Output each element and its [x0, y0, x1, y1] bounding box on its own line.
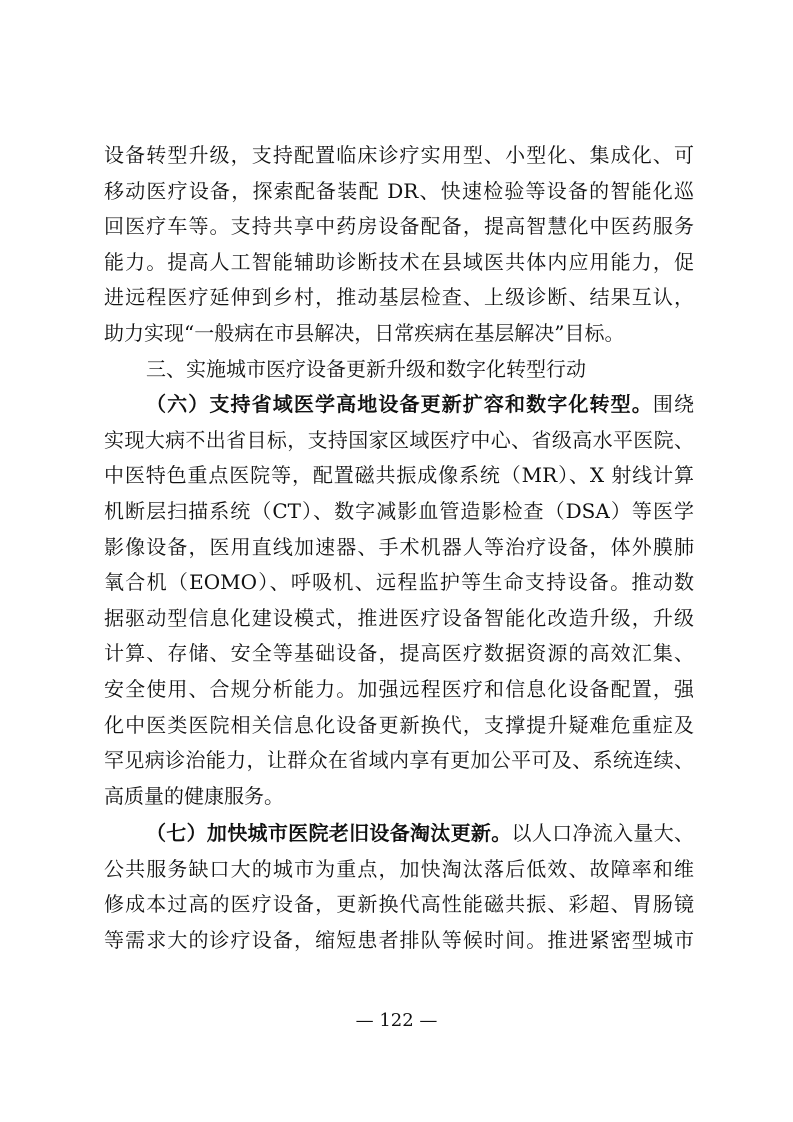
text-line: 实现大病不出省目标，支持国家区域医疗中心、省级高水平医院、	[104, 427, 694, 452]
section-heading: 三、实施城市医疗设备更新升级和数字化转型行动	[146, 356, 586, 381]
text-line: 安全使用、合规分析能力。加强远程医疗和信息化设备配置，强	[104, 676, 694, 701]
text-line	[104, 387, 694, 423]
page-number: — 122 —	[355, 1010, 438, 1031]
text-line: 高质量的健康服务。	[104, 783, 284, 808]
text-line: 回医疗车等。支持共享中药房设备配备，提高智慧化中医药服务	[104, 214, 694, 239]
text-line: 罕见病诊治能力，让群众在省域内享有更加公平可及、系统连续、	[104, 748, 694, 773]
text-line: 助力实现“一般病在市县解决，日常疾病在基层解决”目标。	[104, 320, 625, 345]
text-line: 化中医类医院相关信息化设备更新换代，支撑提升疑难危重症及	[104, 712, 694, 737]
item-title: （七）加快城市医院老旧设备淘汰更新。	[146, 821, 512, 846]
text-line: 氧合机（EOMO）、呼吸机、远程监护等生命支持设备。推动数	[104, 570, 694, 595]
paragraph-rural-equipment	[104, 138, 694, 352]
text-line: 中医特色重点医院等，配置磁共振成像系统（MR）、X 射线计算	[104, 463, 694, 488]
text-line: 设备转型升级，支持配置临床诊疗实用型、小型化、集成化、可	[104, 143, 694, 167]
text-line: 公共服务缺口大的城市为重点，加快淘汰落后低效、故障率和维	[104, 856, 694, 881]
paragraph-item-7	[104, 816, 694, 958]
text-line: 机断层扫描系统（CT）、数字减影血管造影检查（DSA）等医学	[104, 498, 694, 523]
item-text: 围绕	[652, 392, 694, 417]
text-line: 移动医疗设备，探索配备装配 DR、快速检验等设备的智能化巡	[104, 178, 694, 203]
document-body	[104, 138, 694, 959]
item-title: （六）支持省域医学高地设备更新扩容和数字化转型。	[146, 392, 653, 417]
text-line: 据驱动型信息化建设模式，推进医疗设备智能化改造升级，升级	[104, 605, 694, 630]
text-line: 修成本过高的医疗设备，更新换代高性能磁共振、彩超、胃肠镜	[104, 892, 694, 917]
text-line: 能力。提高人工智能辅助诊断技术在县域医共体内应用能力，促	[104, 249, 694, 274]
text-line: 等需求大的诊疗设备，缩短患者排队等候时间。推进紧密型城市	[104, 928, 694, 953]
paragraph-item-6	[104, 387, 694, 814]
item-text: 以人口净流入量大、	[511, 821, 694, 846]
text-line: 影像设备，医用直线加速器、手术机器人等治疗设备，体外膜肺	[104, 534, 694, 559]
text-line	[104, 816, 694, 852]
text-line: 进远程医疗延伸到乡村，推动基层检查、上级诊断、结果互认，	[104, 285, 694, 310]
text-line: 计算、存储、安全等基础设备，提高医疗数据资源的高效汇集、	[104, 641, 694, 666]
